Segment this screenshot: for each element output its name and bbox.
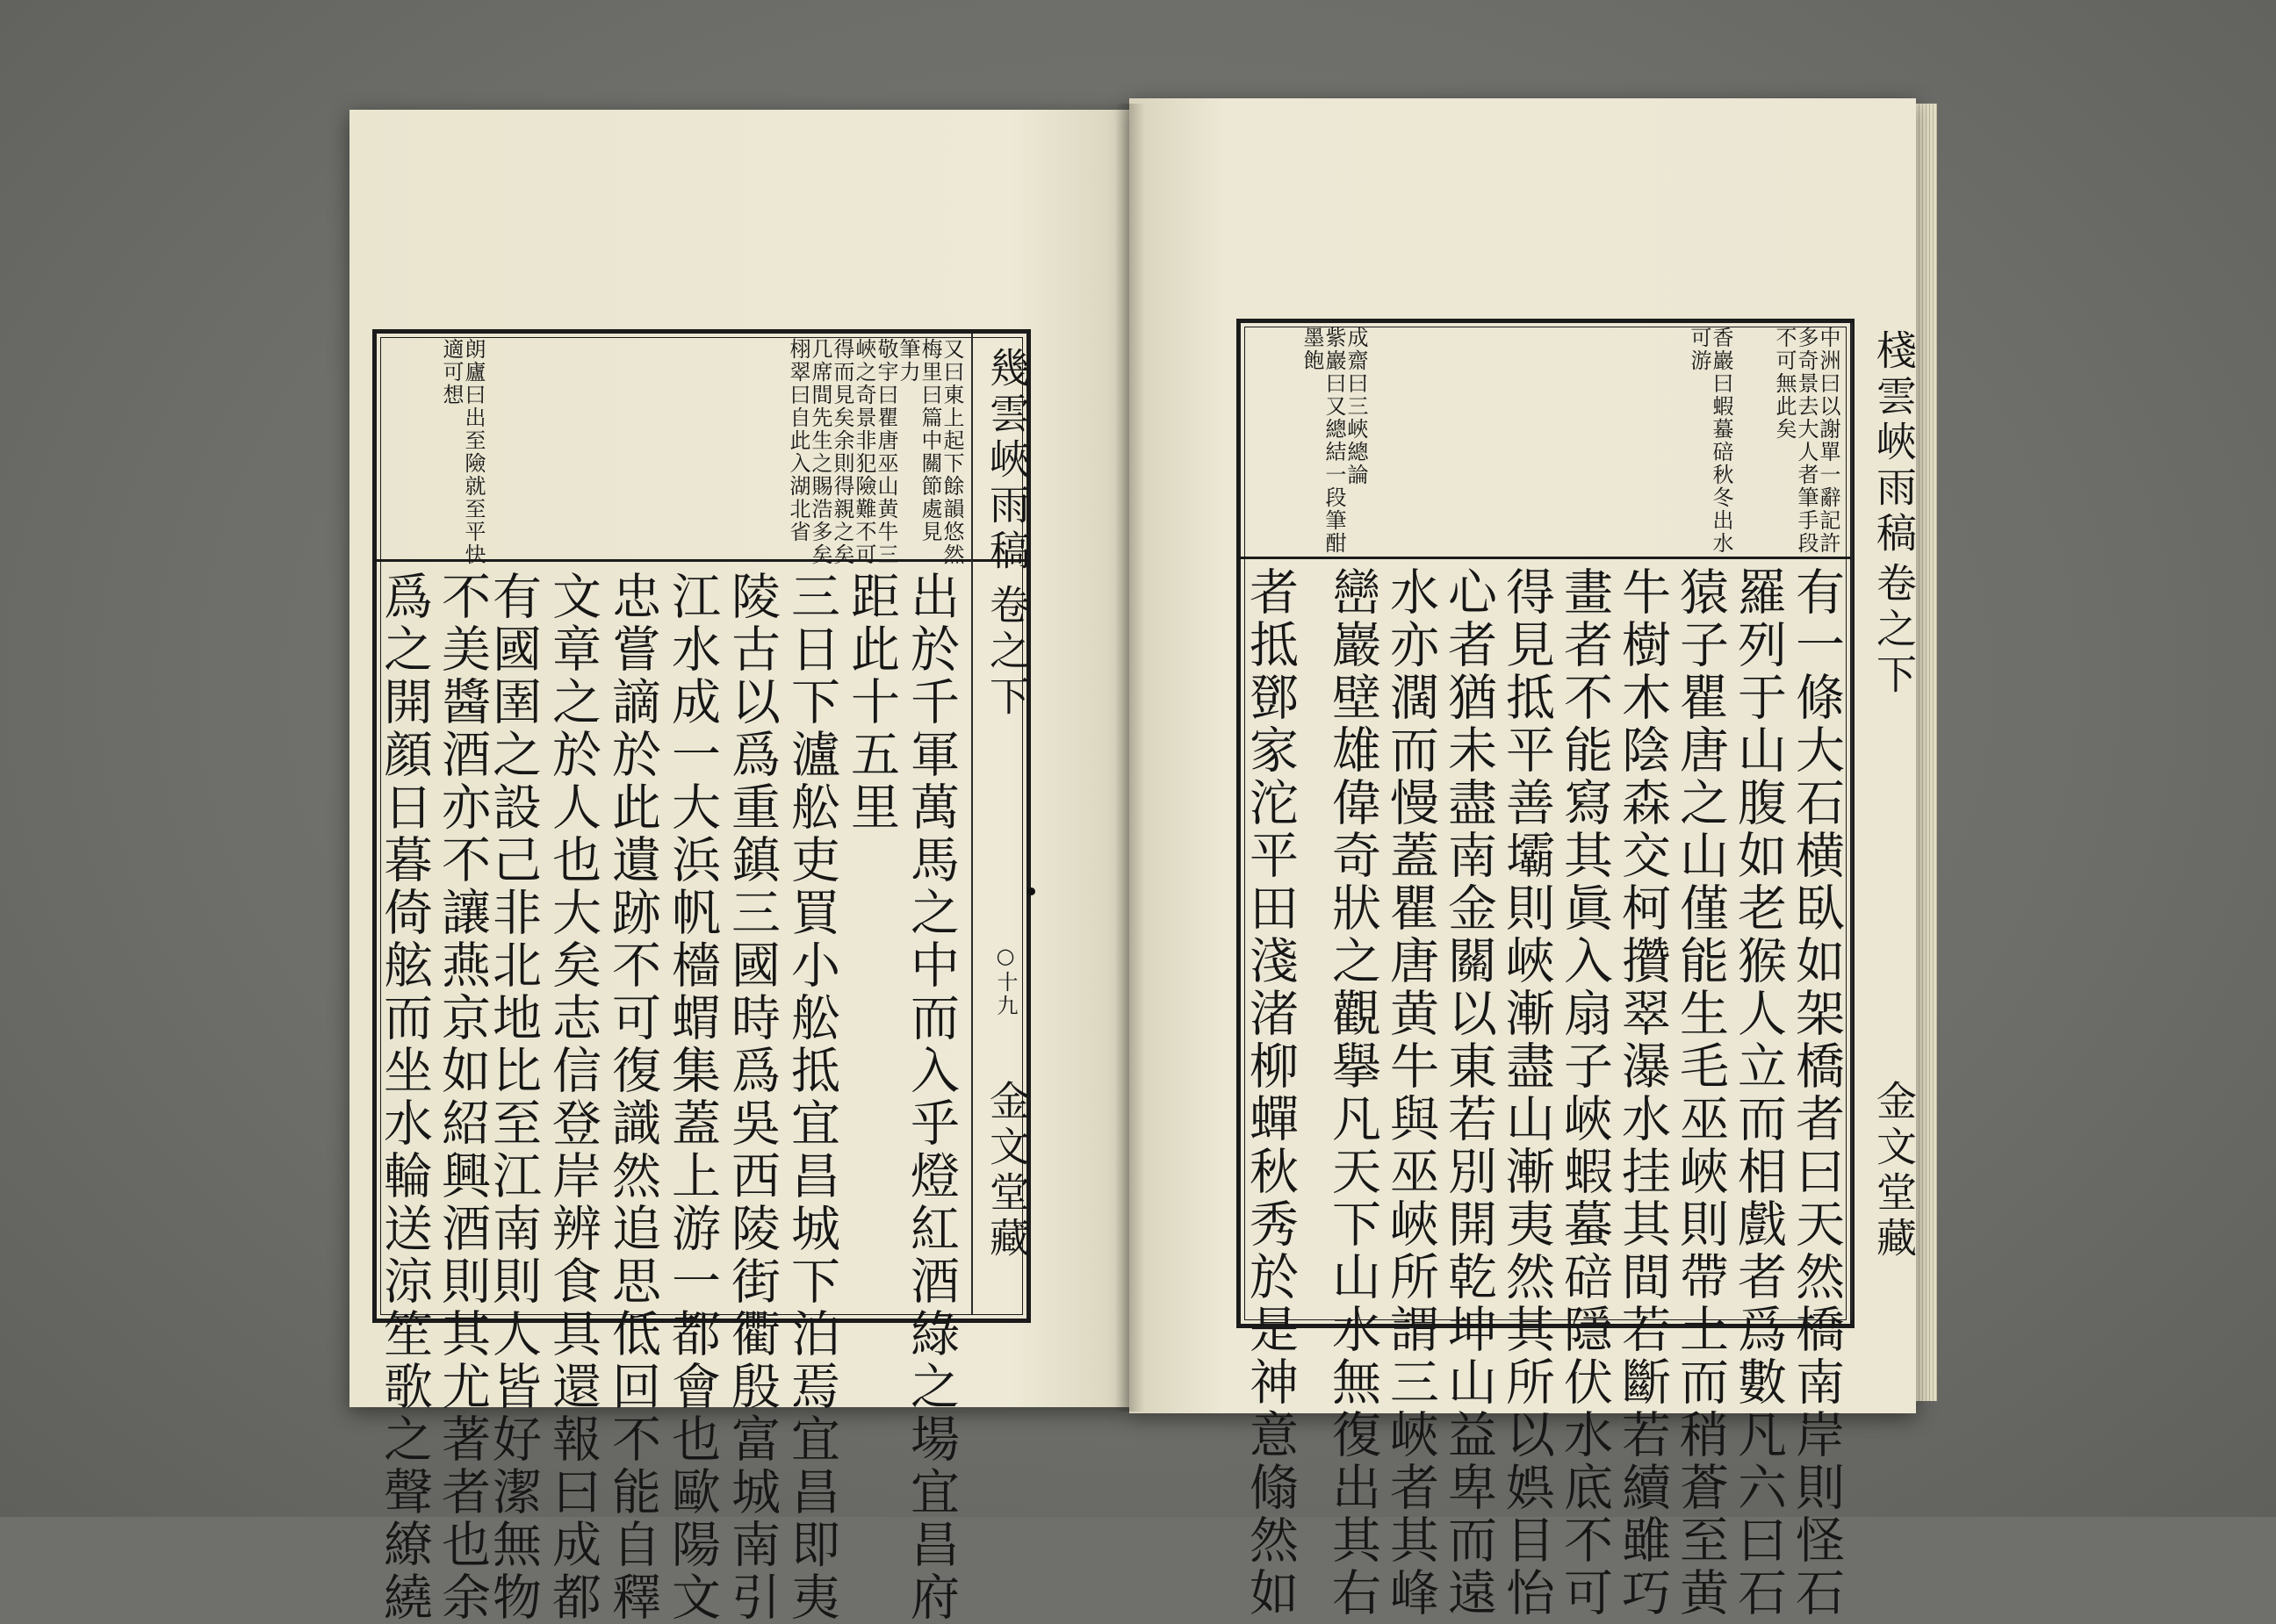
left-note-10: 適可想: [439, 338, 464, 406]
right-main-line-1: 有一條大石横臥如架橋者曰天然橋南岸則怪石: [1788, 566, 1845, 1620]
right-main-line-2: 羅列于山腹如老猴人立而相戲者爲數凡六曰石: [1730, 566, 1787, 1620]
left-note-2: 梅里曰篇中關節處見: [918, 338, 942, 543]
right-main-line-4: 牛樹木陰森交柯攢翠瀑水挂其間若斷若續雖巧: [1614, 566, 1671, 1620]
left-main-line-6: 忠嘗謫於此遺跡不可復識然追思低回不能自釋: [604, 571, 661, 1624]
right-main-line-5: 畫者不能寫其眞入扇子峽蝦蟇碚隱伏水底不可: [1556, 566, 1613, 1620]
left-volume-label: 卷之下: [983, 584, 1031, 721]
right-title-rule: [1851, 323, 1853, 1319]
left-main-line-7: 文章之於人也大矣志信登岸辨食具還報曰成都: [544, 571, 601, 1624]
left-main-line-1: 出於千軍萬馬之中而入乎燈紅酒綠之場宜昌府: [903, 571, 960, 1624]
right-note-3: 不可無此矣: [1772, 327, 1797, 441]
right-main-line-10: 者抵鄧家沱平田淺渚柳蟬秋秀於是神意翛然如: [1242, 566, 1299, 1620]
right-volume-label: 卷之下: [1870, 562, 1918, 699]
left-note-5: 峽之奇景非犯險難不可: [852, 338, 876, 566]
left-main-line-5: 江水成一大浜帆檣蝟集蓋上游一都會也歐陽文: [664, 571, 721, 1624]
right-main-line-9: 巒巖壁雄偉奇狀之觀擧凡天下山水無復出其右: [1324, 566, 1381, 1620]
right-main-line-3: 猿子瞿唐之山僅能生毛巫峽則帶土而稍蒼至黄: [1672, 566, 1729, 1620]
left-note-4: 敬宇曰瞿唐巫山黄牛三: [874, 338, 898, 566]
book-spine-shadow: [1115, 104, 1145, 1412]
left-main-line-10: 爲之開顔日暮倚舷而坐水輪送涼笙歌之聲繚繞: [376, 571, 433, 1624]
right-note-8: 墨飽: [1300, 327, 1324, 372]
left-title-rule: [971, 334, 973, 1314]
right-main-line-8: 水亦濶而慢蓋瞿唐黄牛與巫峽所謂三峽者其峰: [1382, 566, 1439, 1620]
left-note-1: 又曰東上起下餘韻悠然: [940, 338, 964, 566]
right-note-5: 可游: [1687, 327, 1711, 372]
right-note-1: 中洲曰以謝單一辭記許: [1816, 327, 1840, 555]
right-note-7: 紫巖曰又總結一段筆酣: [1322, 327, 1346, 555]
left-main-line-8: 有國圉之設己非北地比至江南則人皆好潔無物: [485, 571, 542, 1624]
right-main-line-7: 心者猶未盡南金關以東若別開乾坤山益卑而遠: [1440, 566, 1497, 1620]
left-main-line-3: 三日下瀘舩吏買小舩抵宜昌城下泊焉宜昌即夷: [783, 571, 840, 1624]
right-note-2: 多奇景去大人者筆手段: [1794, 327, 1819, 555]
left-folio: ○十九: [993, 944, 1018, 1018]
right-upper-rule: [1236, 557, 1855, 559]
left-note-9: 朗廬曰出至險就至平快: [461, 338, 486, 566]
left-note-8: 栩翠曰自此入湖北省: [786, 338, 810, 543]
left-publisher-mark: 金文堂藏: [983, 1080, 1031, 1262]
left-page-title: 幾雲峽雨稿: [983, 347, 1031, 575]
right-page-title: 棧雲峽雨稿: [1870, 329, 1918, 557]
right-note-4: 香巖曰蝦蟇碚秋冬出水: [1709, 327, 1733, 555]
left-note-3: 筆力: [896, 338, 920, 384]
left-note-7: 几席間先生之賜浩多矣: [808, 338, 832, 566]
right-publisher-mark: 金文堂藏: [1870, 1080, 1918, 1262]
left-main-line-4: 陵古以爲重鎮三國時爲吳西陵街衢殷富城南引: [724, 571, 781, 1624]
right-main-line-6: 得見抵平善壩則峽漸盡山漸夷然其所以娯目怡: [1498, 566, 1555, 1620]
right-note-6: 成齋曰三峽總論: [1343, 327, 1368, 486]
ink-dot: [1027, 887, 1035, 895]
left-note-6: 得而見矣余則得親之矣: [830, 338, 854, 566]
left-main-line-9: 不美醬酒亦不讓燕京如紹興酒則其尤著者也余: [434, 571, 491, 1624]
left-main-line-2: 距此十五里: [843, 571, 900, 834]
